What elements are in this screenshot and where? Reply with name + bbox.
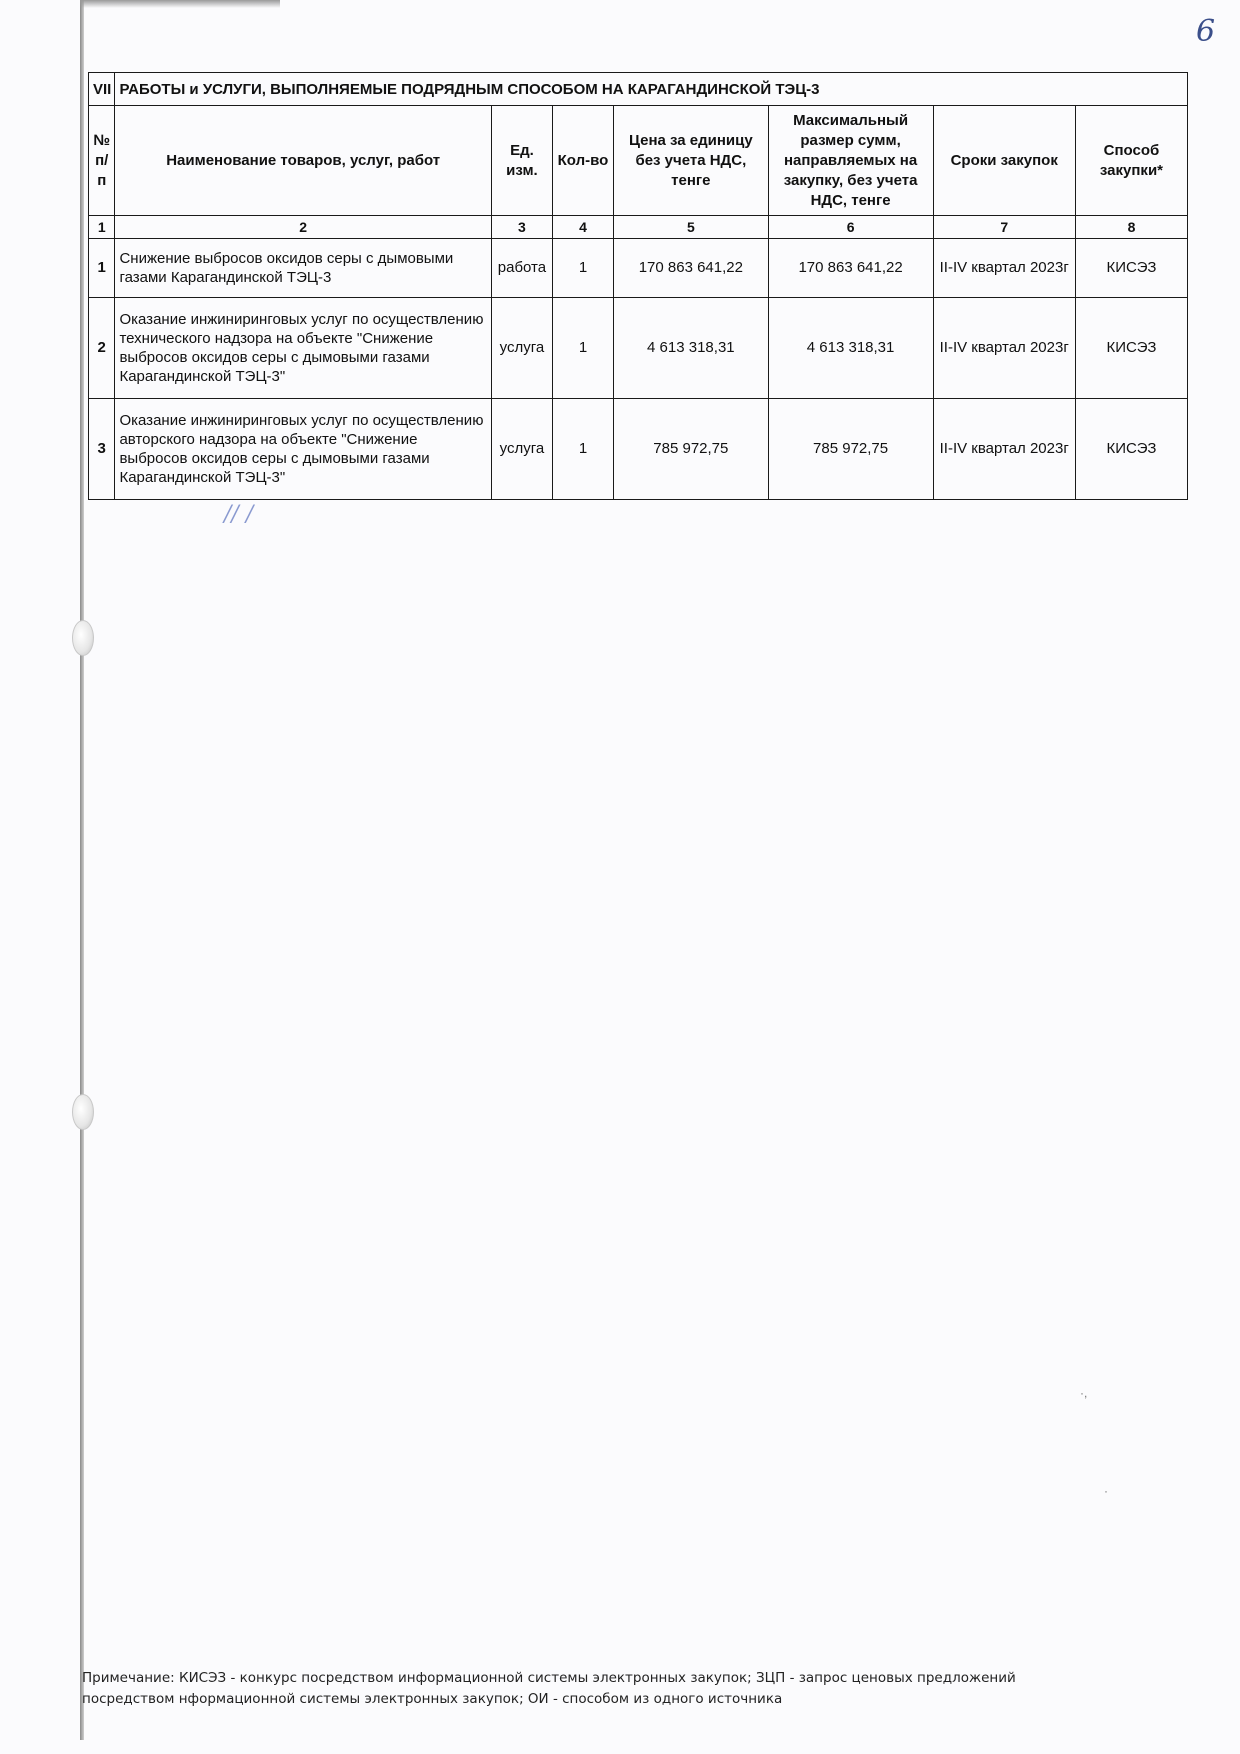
item-unit: услуга bbox=[491, 298, 552, 399]
procurement-table bbox=[88, 72, 1188, 500]
row-number: 3 bbox=[89, 399, 115, 500]
header-method: Способ закупки* bbox=[1075, 106, 1187, 216]
column-number-row bbox=[89, 216, 1188, 239]
item-name: Снижение выбросов оксидов серы с дымовыми газами Карагандинской ТЭЦ-3 bbox=[115, 239, 491, 298]
column-number: 1 bbox=[89, 216, 115, 239]
handwritten-page-number: 6 bbox=[1196, 14, 1216, 49]
item-unit: услуга bbox=[491, 399, 552, 500]
column-number: 4 bbox=[552, 216, 613, 239]
header-name: Наименование товаров, услуг, работ bbox=[115, 106, 491, 216]
footnote-note: Примечание: КИСЭЗ - конкурс посредством информационной системы электронных закупок; ЗЦП - запрос ценовых предложений посредством нформационной системы электронных закупок; ОИ - способом из одного источника bbox=[82, 1670, 1016, 1707]
punch-hole-top bbox=[72, 620, 94, 656]
item-unit-price: 785 972,75 bbox=[614, 399, 769, 500]
item-period: II-IV квартал 2023г bbox=[933, 298, 1075, 399]
header-qty: Кол-во bbox=[552, 106, 613, 216]
item-qty: 1 bbox=[552, 399, 613, 500]
section-title: РАБОТЫ и УСЛУГИ, ВЫПОЛНЯЕМЫЕ ПОДРЯДНЫМ СПОСОБОМ НА КАРАГАНДИНСКОЙ ТЭЦ-3 bbox=[115, 73, 1188, 106]
row-number: 1 bbox=[89, 239, 115, 298]
column-number: 3 bbox=[491, 216, 552, 239]
header-max-amount: Максимальный размер сумм, направляемых на закупку, без учета НДС, тенге bbox=[768, 106, 933, 216]
item-qty: 1 bbox=[552, 239, 613, 298]
item-period: II-IV квартал 2023г bbox=[933, 399, 1075, 500]
item-qty: 1 bbox=[552, 298, 613, 399]
table-row bbox=[89, 298, 1188, 399]
column-number: 5 bbox=[614, 216, 769, 239]
section-header-row bbox=[89, 73, 1188, 106]
scan-speck: ·, bbox=[1080, 1386, 1088, 1400]
punch-hole-bottom bbox=[72, 1094, 94, 1130]
section-number: VII bbox=[89, 73, 115, 106]
table-row bbox=[89, 239, 1188, 298]
scan-speck: · bbox=[1104, 1484, 1108, 1498]
item-unit-price: 170 863 641,22 bbox=[614, 239, 769, 298]
header-unit-price: Цена за единицу без учета НДС, тенге bbox=[614, 106, 769, 216]
item-method: КИСЭЗ bbox=[1075, 298, 1187, 399]
item-period: II-IV квартал 2023г bbox=[933, 239, 1075, 298]
item-unit: работа bbox=[491, 239, 552, 298]
item-max-amount: 170 863 641,22 bbox=[768, 239, 933, 298]
item-method: КИСЭЗ bbox=[1075, 399, 1187, 500]
column-number: 7 bbox=[933, 216, 1075, 239]
table-row bbox=[89, 399, 1188, 500]
item-name: Оказание инжиниринговых услуг по осуществлению технического надзора на объекте "Снижение выбросов оксидов серы с дымовыми газами Карагандинской ТЭЦ-3" bbox=[115, 298, 491, 399]
top-edge-shadow bbox=[80, 0, 280, 8]
item-max-amount: 4 613 318,31 bbox=[768, 298, 933, 399]
header-num: № п/п bbox=[89, 106, 115, 216]
column-header-row bbox=[89, 106, 1188, 216]
item-max-amount: 785 972,75 bbox=[768, 399, 933, 500]
column-number: 2 bbox=[115, 216, 491, 239]
handwritten-mark: // / bbox=[224, 502, 254, 527]
header-unit: Ед. изм. bbox=[491, 106, 552, 216]
row-number: 2 bbox=[89, 298, 115, 399]
header-period: Сроки закупок bbox=[933, 106, 1075, 216]
item-unit-price: 4 613 318,31 bbox=[614, 298, 769, 399]
column-number: 6 bbox=[768, 216, 933, 239]
binding-edge-shadow bbox=[80, 0, 84, 1740]
column-number: 8 bbox=[1075, 216, 1187, 239]
item-name: Оказание инжиниринговых услуг по осуществлению авторского надзора на объекте "Снижение выбросов оксидов серы с дымовыми газами Карагандинской ТЭЦ-3" bbox=[115, 399, 491, 500]
item-method: КИСЭЗ bbox=[1075, 239, 1187, 298]
